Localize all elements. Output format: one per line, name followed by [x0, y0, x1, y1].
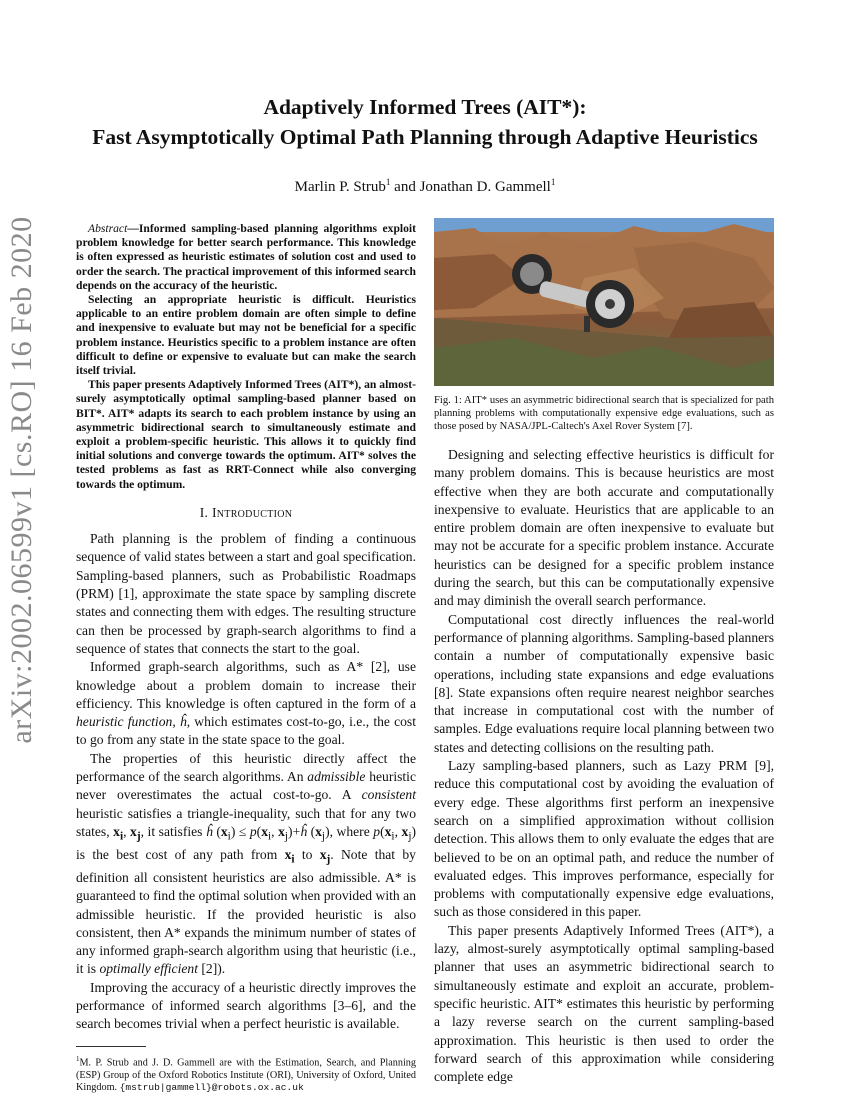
abstract-paragraph-1	[76, 222, 416, 293]
intro-paragraph-1: Path planning is the problem of finding a continuous sequence of valid states between a start and goal specification. Sampling-based planners, such as Probabilistic Roadmaps (PRM) [1], approximate the state space by sampling discrete states and connecting them with edges. The resulting structure can then be processed by graph-search algorithms to find a sequence of states that connects the start to the goal.	[76, 531, 416, 656]
footnote	[76, 1053, 416, 1095]
abstract-paragraph-2: Selecting an appropriate heuristic is difficult. Heuristics applicable to an entire problem domain are often simple to define and inexpensive to evaluate but may not be beneficial for a specific problem instance. Heuristics specific to a problem instance are often difficult to define or expensive to evaluate but can make the search itself trivial.	[76, 293, 416, 378]
abstract-p1-text: Informed sampling-based planning algorithms exploit problem knowledge for better search performance. This knowledge is often expressed as heuristic estimates of solution cost and used to order the search. The practical improvement of this informed search depends on the accuracy of the heuristic.	[76, 222, 416, 292]
intro-p3-h: . Note that by definition all consistent heuristics are also admissible. A* is guaranteed to find the optimal solution when provided with an admissible heuristic. If the provided heuristic is also consistent, then A* expands the minimum number of states of any informed graph-search algorithm using that heuristic (i.e., it is	[76, 846, 416, 977]
abstract	[76, 222, 416, 492]
math-p-xi-xj: $p(x_i$, $x_j$)	[373, 823, 416, 843]
math-h-hat: ĥ	[179, 714, 187, 730]
intro-p3-a: The properties of this heuristic directly affect the performance of the search algorithms. An	[76, 750, 416, 785]
arxiv-identifier-stamp: arXiv:2002.06599v1 [cs.RO] 16 Feb 2020	[5, 216, 38, 744]
right-paragraph-4: This paper presents Adaptively Informed Trees (AIT*), a lazy, almost-surely asymptotically optimal sampling-based planner that uses an asymmetric bidirectional search to simultaneously estimate and exploit an accurate, problem-specific heuristic. AIT* estimates this heuristic by performing a lazy reverse search on the current sampling-based approximation. This heuristic is then used to order the forward search of this approximation while considering complete edge	[434, 922, 774, 1085]
affiliation-mark: 1	[550, 177, 556, 187]
right-paragraph-1: Designing and selecting effective heuristics is difficult for many problem domains. This is because heuristics are most effective when they are both accurate and computationally inexpensive to evaluate. Heuristics that are applicable to an entire problem domain are often inexpensive to evaluate but may not be accurate for a specific problem instance. Accurate heuristics can be designed for a specific problem instance during the search, but this can be computationally expensive and may diminish the overall search performance.	[434, 447, 774, 609]
paper-title	[60, 92, 790, 152]
intro-p3-b: heuristic never overestimates the actual cost-to-go. A	[76, 769, 416, 803]
math-xj: $x_j$	[130, 823, 141, 843]
rover-photo-illustration	[434, 218, 774, 386]
section-number: I.	[199, 504, 209, 520]
section-heading-introduction	[76, 504, 416, 522]
right-paragraph-2: Computational cost directly influences the real-world performance of planning algorithms. Sampling-based planners contain a number of computationally expensive basic operations, including state expansions and edge evaluations [8]. State expansions often require nearest neighbor searches that increase in computational cost with the number of samples. Edge evaluations require local planning between two states and detecting collisions on the resulting path.	[434, 611, 774, 755]
intro-p2-a: Informed graph-search algorithms, such as A* [2], use knowledge about a problem domain to increase their efficiency. This knowledge is often captured in the form of a	[76, 659, 416, 711]
term-heuristic-function: heuristic function	[76, 714, 173, 730]
intro-p3-i: [2]).	[201, 961, 226, 977]
affiliation-mark: 1	[385, 177, 391, 187]
intro-p3-f: is the best cost of any path from	[76, 846, 278, 862]
abstract-label: Abstract	[88, 222, 128, 235]
footnote-email: {mstrub|gammell}@robots.ox.ac.uk	[119, 1082, 304, 1094]
footnote-text: M. P. Strub and J. D. Gammell are with the Estimation, Search, and Planning (ESP) Group of the Oxford Robotics Institute (ORI), University of Oxford, United Kingdom.	[76, 1057, 416, 1094]
intro-p2-b: , which estimates cost-to-go, i.e., the cost to go from any state in the state space to the goal.	[76, 714, 416, 748]
term-consistent: consistent	[361, 787, 417, 803]
intro-p3-e: , where	[329, 823, 370, 839]
author-strub: Marlin P. Strub	[294, 179, 386, 195]
figure-caption: Fig. 1: AIT* uses an asymmetric bidirectional search that is specialized for path planning problems with computationally expensive edge evaluations, such as those posed by NASA/JPL-Caltech's Axel Rover System [7].	[434, 395, 774, 432]
math-xi: $x_i$	[113, 823, 124, 843]
math-xi-2: $x_i$	[284, 846, 295, 866]
author-line	[60, 177, 790, 196]
intro-paragraph-4: Improving the accuracy of a heuristic directly improves the performance of informed search algorithms [3–6], and the search becomes trivial when a perfect heuristic is available.	[76, 979, 416, 1032]
intro-paragraph-3: The properties of this heuristic directly affect the performance of the search algorithms. An admissible heuristic never overestimates the actual cost-to-go. A consistent heuristic satisfies a triangle-inequality, such that for any two states, $x_i$, $x_j$, it satisfies ĥ $(x_i) \le p(x_i$, $x_j)+ĥ$ $(x_j)$, where $p(x_i$, $x_j$) is the best cost of any path from $x_i$ to $x_j$. Note that by definition all consistent heuristics are also admissible. A* is guaranteed to find the optimal solution when provided with an admissible heuristic. If the provided heuristic is also consistent, then A* expands the minimum number of states of any informed graph-search algorithm using that heuristic (i.e., it is optimally efficient [2]).	[76, 750, 417, 977]
abstract-paragraph-3: This paper presents Adaptively Informed Trees (AIT*), an almost-surely asymptotically optimal sampling-based planner based on BIT*. AIT* adapts its search to each problem instance by using an asymmetric bidirectional search to simultaneously estimate and exploit a problem-specific heuristic. This allows it to quickly find initial solutions and converge towards the optimum. AIT* solves the tested problems as fast as RRT-Connect while also converging towards the optimum.	[76, 378, 416, 491]
intro-p3-g: to	[301, 846, 313, 862]
abstract-dash: —	[127, 222, 139, 235]
math-xj-2: $x_j$	[319, 846, 331, 866]
math-triangle-inequality: ĥ $(x_i) \le p(x_i$, $x_j)+ĥ$ $(x_j)$	[206, 823, 330, 843]
author-conjunction: and	[394, 179, 416, 195]
right-column	[434, 446, 774, 1086]
footnote-mark: 1	[76, 1054, 80, 1063]
left-column	[76, 222, 416, 1095]
intro-p3-d: , it satisfies	[140, 823, 203, 839]
figure-axel-rover-photo	[434, 218, 774, 386]
intro-p3-c: heuristic satisfies a triangle-inequality, such that for any two states,	[76, 805, 416, 839]
section-title: Introduction	[211, 504, 293, 520]
title-line-1: Adaptively Informed Trees (AIT*):	[263, 95, 587, 119]
footnote-divider	[76, 1046, 146, 1047]
right-paragraph-3: Lazy sampling-based planners, such as Lazy PRM [9], reduce this computational cost by avoiding the evaluation of every edge. These algorithms first perform an inexpensive search on a simplified approximation without collision detection. This allows them to only evaluate the edges that are believed to be on an optimal path, and reduce the number of evaluated edges. This improves performance, especially for problems with computationally expensive edge evaluations, such as those considered in this paper.	[434, 758, 774, 920]
title-line-2: Fast Asymptotically Optimal Path Planning through Adaptive Heuristics	[92, 125, 758, 149]
author-gammell: Jonathan D. Gammell	[419, 179, 551, 195]
intro-paragraph-2: Informed graph-search algorithms, such as A* [2], use knowledge about a problem domain to increase their efficiency. This knowledge is often captured in the form of a heuristic function, ĥ, which estimates cost-to-go, i.e., the cost to go from any state in the state space to the goal.	[76, 659, 416, 748]
term-optimally-efficient: optimally efficient	[99, 961, 198, 977]
term-admissible: admissible	[307, 769, 366, 785]
